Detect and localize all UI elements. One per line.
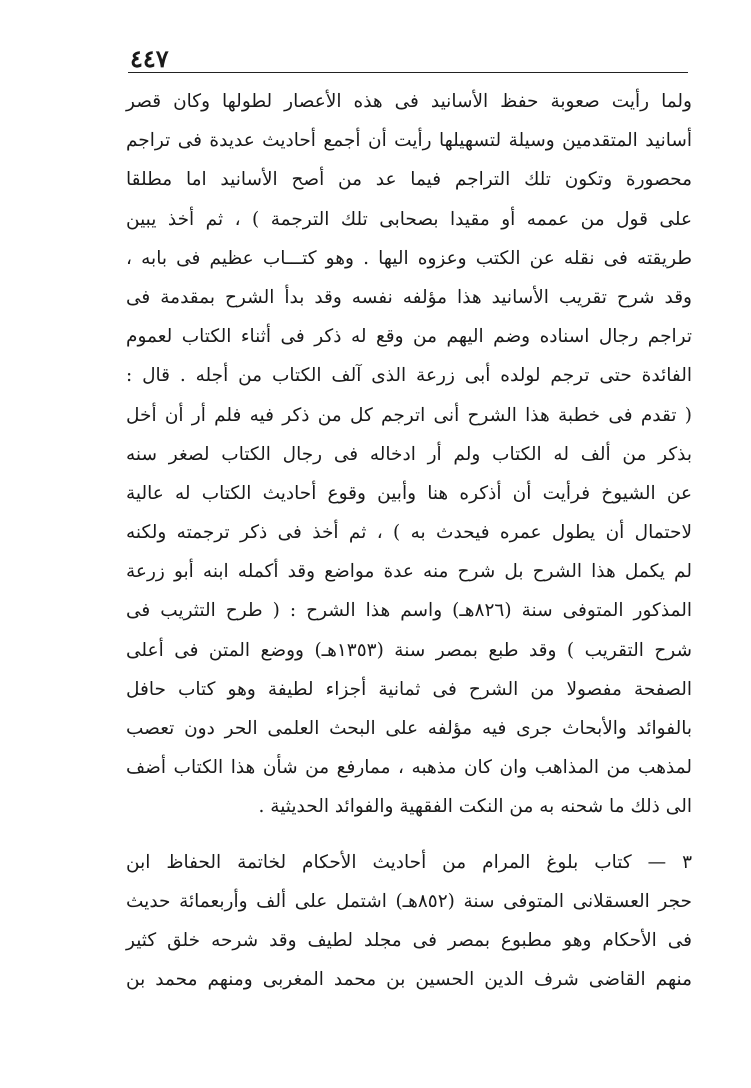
text-line: فى الأحكام وهو مطبوع بمصر فى مجلد لطيف وقد شرحه خلق كثير: [126, 929, 692, 951]
text-line: لم يكمل هذا الشرح بل شرح منه عدة مواضع وقد أكمله ابنه أبو زرعة: [126, 561, 692, 583]
text-line: ( تقدم فى خطبة هذا الشرح أنى اترجم كل من ذكر فيه فلم أر أن أخل: [126, 404, 692, 426]
text-line: المذكور المتوفى سنة (٨٢٦هـ) واسم هذا الشرح : ( طرح التثريب فى: [126, 600, 692, 622]
text-line: لمذهب من المذاهب وان كان مذهبه ، ممارفع من شأن هذا الكتاب أضف: [126, 757, 692, 779]
text-line: بذكر من ألف له الكتاب ولم أر ادخاله فى رجال الكتاب لصغر سنه: [126, 443, 692, 465]
text-line: محصورة وتكون تلك التراجم فيما عد من أصح الأسانيد اما مطلقا: [126, 169, 692, 191]
text-line: طريقته فى نقله عن الكتب وعزوه اليها . وهو كتـــاب عظيم فى بابه ،: [126, 247, 692, 269]
text-line: منهم القاضى شرف الدين الحسين بن محمد المغربى ومنهم محمد بن: [126, 969, 692, 991]
paragraph-1: [126, 82, 692, 827]
text-line: على قول من عممه أو مقيدا بصحابى تلك الترجمة ) ، ثم أخذ يبين: [126, 208, 692, 230]
text-line: ولما رأيت صعوبة حفظ الأسانيد فى هذه الأعصار لطولها وكان قصر: [126, 91, 692, 112]
paragraph-gap: [126, 827, 692, 843]
text-line: بالفوائد والأبحاث جرى فيه مؤلفه على البحث العلمى الحر دون تعصب: [126, 718, 692, 739]
text-line: حجر العسقلانى المتوفى سنة (٨٥٢هـ) اشتمل على ألف وأربعمائة حديث: [126, 890, 692, 912]
text-line: عن الشيوخ فرأيت أن أذكره هنا وأبين وقوع أحاديث الكتاب له عالية: [126, 482, 692, 504]
text-line: شرح التقريب ) وقد طبع بمصر سنة (١٣٥٣هـ) ووضع المتن فى أعلى: [126, 639, 692, 661]
text-line: تراجم رجال اسناده وضم اليهم من وقع له ذكر فى أثناء الكتاب لعموم: [126, 326, 692, 348]
text-line: ٣ — كتاب بلوغ المرام من أحاديث الأحكام لخاتمة الحفاظ ابن: [126, 851, 692, 873]
page-number: ٤٤٧: [130, 44, 169, 73]
text-line: وقد شرح تقريب الأسانيد هذا مؤلفه نفسه وقد بدأ الشرح بمقدمة فى: [126, 286, 692, 308]
text-line: أسانيد المتقدمين وسيلة لتسهيلها رأيت أن أجمع أحاديث عديدة فى تراجم: [126, 130, 692, 152]
text-line: الفائدة حتى ترجم لولده أبى زرعة الذى آلف الكتاب من أجله . قال :: [126, 365, 692, 387]
text-line: الصفحة مفصولا من الشرح فى ثمانية أجزاء لطيفة وهو كتاب حافل: [126, 678, 692, 700]
paragraph-2: [126, 843, 692, 1000]
header-rule: [128, 72, 688, 73]
text-line: الى ذلك ما شحنه به من النكت الفقهية والفوائد الحديثية .: [258, 796, 692, 818]
text-line: لاحتمال أن يطول عمره فيحدث به ) ، ثم أخذ فى ذكر ترجمته ولكنه: [126, 522, 692, 544]
body-text: [126, 82, 692, 999]
